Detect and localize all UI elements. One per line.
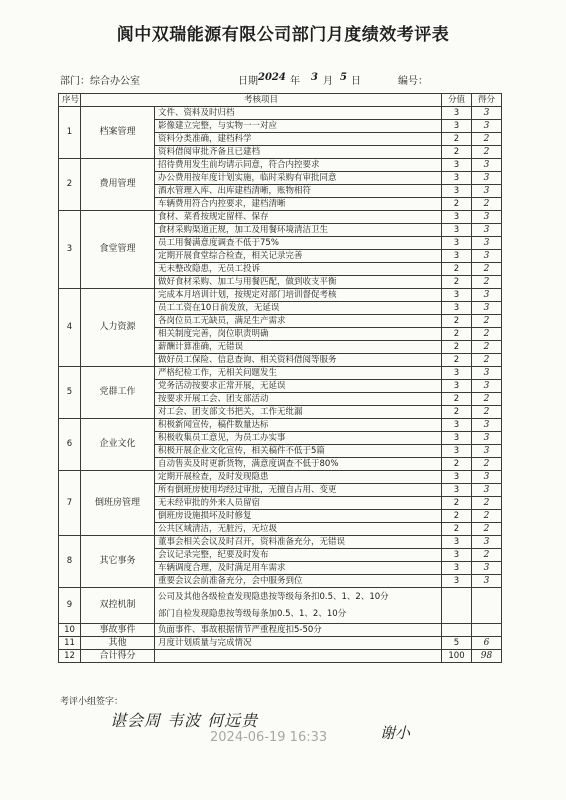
criterion-score: 2 — [472, 458, 502, 471]
criterion-points: 3 — [442, 237, 472, 250]
criterion-score: 2 — [472, 328, 502, 341]
criterion-text: 倒班房设施损坏及时修复 — [155, 510, 442, 523]
review-team-signature-label: 考评小组签字： — [60, 697, 124, 707]
criterion-points: 2 — [442, 328, 472, 341]
criterion-points: 3 — [442, 159, 472, 172]
criterion-text: 所有倒班房使用均经过审批，无擅自占用、变更 — [155, 484, 442, 497]
criterion-text: 无未经审批的外来人员留宿 — [155, 497, 442, 510]
criterion-text: 招待费用发生前均请示同意，符合内控要求 — [155, 159, 442, 172]
table-row — [59, 289, 502, 302]
date-day: 5 — [340, 72, 347, 83]
row-no: 9 — [59, 588, 81, 624]
criterion-score: 3 — [472, 471, 502, 484]
handwritten-signature-2: 谢小 — [380, 724, 411, 742]
criterion-points: 3 — [442, 120, 472, 133]
criterion-score: 3 — [472, 250, 502, 263]
criterion-points: 3 — [442, 432, 472, 445]
criterion-points: 3 — [442, 419, 472, 432]
criterion-score: 2 — [472, 341, 502, 354]
row-no: 4 — [59, 289, 81, 367]
criterion-score: 2 — [472, 198, 502, 211]
criterion-text: 严格纪检工作，无相关问题发生 — [155, 367, 442, 380]
date-month-suffix: 月 — [323, 76, 333, 87]
criterion-points: 3 — [442, 445, 472, 458]
criterion-text: 酒水管理入库、出库建档清晰，账物相符 — [155, 185, 442, 198]
criterion-points: 3 — [442, 367, 472, 380]
criterion-points: 2 — [442, 458, 472, 471]
row-category: 档案管理 — [81, 107, 155, 159]
control-points — [442, 588, 472, 624]
criterion-points: 2 — [442, 198, 472, 211]
criterion-text: 影像建立完整，与实物一一对应 — [155, 120, 442, 133]
row-no: 7 — [59, 471, 81, 536]
criterion-score: 2 — [472, 549, 502, 562]
criterion-points: 2 — [442, 354, 472, 367]
row-no: 8 — [59, 536, 81, 588]
table-row — [59, 367, 502, 380]
criterion-text: 车辆费用符合内控要求，建档清晰 — [155, 198, 442, 211]
criterion-score: 3 — [472, 107, 502, 120]
table-row — [59, 471, 502, 484]
criterion-score: 3 — [472, 302, 502, 315]
header-items: 考核项目 — [81, 94, 442, 107]
control-score — [472, 588, 502, 624]
criterion-text: 党务活动按要求正常开展，无延误 — [155, 380, 442, 393]
criterion-points: 2 — [442, 315, 472, 328]
criterion-score: 3 — [472, 120, 502, 133]
criterion-text: 自动售卖及时更新货物，满意度调查不低于80% — [155, 458, 442, 471]
row-no: 11 — [59, 637, 81, 650]
criterion-score: 3 — [472, 380, 502, 393]
row-no: 6 — [59, 419, 81, 471]
header-no: 序号 — [59, 94, 81, 107]
total-item — [155, 650, 442, 663]
criterion-points: 2 — [442, 263, 472, 276]
row-no: 1 — [59, 107, 81, 159]
criterion-points: 3 — [442, 471, 472, 484]
handwritten-signature-1: 谌会周 韦波 何远贵 — [110, 711, 259, 730]
total-score: 98 — [472, 650, 502, 663]
criterion-points: 3 — [442, 562, 472, 575]
criterion-score: 3 — [472, 445, 502, 458]
criterion-score: 2 — [472, 406, 502, 419]
criterion-text: 积极新闻宣传，稿件数量达标 — [155, 419, 442, 432]
criterion-score: 3 — [472, 237, 502, 250]
criterion-score: 3 — [472, 419, 502, 432]
criterion-text: 积极收集员工意见，为员工办实事 — [155, 432, 442, 445]
row-no: 12 — [59, 650, 81, 663]
criterion-score: 2 — [472, 393, 502, 406]
control-line1: 公司及其他各级检查发现隐患按等级每条扣0.5、1、2、10分 — [158, 591, 389, 602]
number-label: 编号： — [398, 76, 428, 87]
criterion-text: 做好员工保险、信息查询、相关资料借阅等服务 — [155, 354, 442, 367]
other-points: 5 — [442, 637, 472, 650]
criterion-text: 员工工资在10日前发放，无延误 — [155, 302, 442, 315]
criterion-score: 3 — [472, 185, 502, 198]
criterion-text: 资料借阅审批齐备且已建档 — [155, 146, 442, 159]
criterion-score: 3 — [472, 432, 502, 445]
criterion-text: 定期开展食堂综合检查，相关记录完善 — [155, 250, 442, 263]
criterion-text: 资料分类准确，建档科学 — [155, 133, 442, 146]
header-score: 得分 — [472, 94, 502, 107]
criterion-points: 2 — [442, 276, 472, 289]
criterion-text: 车辆调度合理，及时满足用车需求 — [155, 562, 442, 575]
row-category: 党群工作 — [81, 367, 155, 419]
criterion-points: 2 — [442, 523, 472, 536]
row-category: 双控机制 — [81, 588, 155, 624]
criterion-score: 2 — [472, 523, 502, 536]
criterion-score: 3 — [472, 224, 502, 237]
criterion-score: 3 — [472, 536, 502, 549]
table-row — [59, 536, 502, 549]
criterion-text: 员工用餐满意度调查不低于75% — [155, 237, 442, 250]
criterion-points: 2 — [442, 146, 472, 159]
criterion-text: 相关制度完善，岗位职责明确 — [155, 328, 442, 341]
scan-timestamp: 2024-06-19 16:33 — [210, 730, 328, 745]
table-row — [59, 107, 502, 120]
accident-item: 负面事件、事故根据情节严重程度扣5-50分 — [155, 624, 442, 637]
criterion-points: 3 — [442, 224, 472, 237]
row-category: 其他 — [81, 637, 155, 650]
control-items — [155, 588, 442, 624]
page-title: 阆中双瑞能源有限公司部门月度绩效考评表 — [116, 25, 450, 45]
criterion-points: 3 — [442, 211, 472, 224]
criterion-score: 2 — [472, 276, 502, 289]
control-row — [59, 588, 502, 624]
criterion-text: 文件、资料及时归档 — [155, 107, 442, 120]
criterion-text: 各岗位员工无缺员，满足生产需求 — [155, 315, 442, 328]
table-row — [59, 159, 502, 172]
criterion-score: 3 — [472, 367, 502, 380]
row-category: 其它事务 — [81, 536, 155, 588]
date-year-suffix: 年 — [290, 76, 300, 87]
table-row — [59, 211, 502, 224]
date-label: 日期 — [238, 76, 258, 87]
summary-body — [59, 588, 502, 663]
header-points: 分值 — [442, 94, 472, 107]
criterion-points: 3 — [442, 107, 472, 120]
criterion-points: 3 — [442, 484, 472, 497]
row-no: 2 — [59, 159, 81, 211]
criterion-text: 按要求开展工会、团支部活动 — [155, 393, 442, 406]
criterion-points: 3 — [442, 575, 472, 588]
department-label: 部门：综合办公室 — [60, 76, 140, 87]
criterion-score: 3 — [472, 289, 502, 302]
criterion-score: 2 — [472, 354, 502, 367]
criterion-points: 3 — [442, 250, 472, 263]
other-row — [59, 637, 502, 650]
other-item: 月度计划质量与完成情况 — [155, 637, 442, 650]
criterion-score: 3 — [472, 172, 502, 185]
criterion-text: 食材、菜肴按规定留样、保存 — [155, 211, 442, 224]
row-no: 10 — [59, 624, 81, 637]
table-header — [59, 94, 502, 107]
criterion-points: 3 — [442, 172, 472, 185]
row-category: 人力资源 — [81, 289, 155, 367]
criterion-points: 3 — [442, 185, 472, 198]
criterion-points: 2 — [442, 341, 472, 354]
criterion-points: 3 — [442, 302, 472, 315]
criterion-text: 会议记录完整，纪要及时发布 — [155, 549, 442, 562]
criterion-points: 2 — [442, 510, 472, 523]
criterion-score: 2 — [472, 133, 502, 146]
criterion-text: 重要会议会前准备充分，会中服务到位 — [155, 575, 442, 588]
date-year: 2024 — [258, 72, 286, 83]
criterion-points: 3 — [442, 380, 472, 393]
criterion-score: 2 — [472, 315, 502, 328]
table-row — [59, 419, 502, 432]
total-row — [59, 650, 502, 663]
criterion-text: 无未整改隐患，无员工投诉 — [155, 263, 442, 276]
criterion-text: 办公费用按年度计划实施，临时采购有审批同意 — [155, 172, 442, 185]
accident-score — [472, 624, 502, 637]
evaluation-table — [58, 93, 502, 663]
total-points: 100 — [442, 650, 472, 663]
criterion-text: 积极开展企业文化宣传，相关稿件不低于5篇 — [155, 445, 442, 458]
row-category: 事故事件 — [81, 624, 155, 637]
criterion-points: 3 — [442, 536, 472, 549]
criterion-score: 2 — [472, 510, 502, 523]
criterion-points: 2 — [442, 497, 472, 510]
criterion-score: 2 — [472, 497, 502, 510]
criterion-score: 3 — [472, 575, 502, 588]
criterion-score: 3 — [472, 484, 502, 497]
criterion-text: 定期开展检查，及时发现隐患 — [155, 471, 442, 484]
other-score: 6 — [472, 637, 502, 650]
row-category: 倒班房管理 — [81, 471, 155, 536]
row-category: 费用管理 — [81, 159, 155, 211]
criterion-text: 薪酬计算准确，无错误 — [155, 341, 442, 354]
criterion-points: 2 — [442, 406, 472, 419]
row-category: 食堂管理 — [81, 211, 155, 289]
criterion-text: 完成本月培训计划，按规定对部门培训督促考核 — [155, 289, 442, 302]
criterion-score: 2 — [472, 263, 502, 276]
criterion-text: 董事会相关会议及时召开，资料准备充分，无错误 — [155, 536, 442, 549]
row-category: 合计得分 — [81, 650, 155, 663]
criterion-points: 3 — [442, 289, 472, 302]
accident-points — [442, 624, 472, 637]
row-no: 5 — [59, 367, 81, 419]
criterion-points: 2 — [442, 393, 472, 406]
row-category: 企业文化 — [81, 419, 155, 471]
criterion-score: 3 — [472, 159, 502, 172]
date-month: 3 — [311, 72, 318, 83]
accident-row — [59, 624, 502, 637]
criterion-score: 3 — [472, 211, 502, 224]
criterion-text: 做好食材采购、加工与用餐匹配，做到收支平衡 — [155, 276, 442, 289]
criterion-text: 食材采购渠道正规，加工及用餐环境清洁卫生 — [155, 224, 442, 237]
criterion-score: 2 — [472, 146, 502, 159]
criterion-points: 3 — [442, 549, 472, 562]
criterion-text: 对工会、团支部文书把关，工作无纰漏 — [155, 406, 442, 419]
criterion-text: 公共区域清洁，无脏污，无垃圾 — [155, 523, 442, 536]
criterion-points: 2 — [442, 133, 472, 146]
control-line2: 部门自检发现隐患按等级每条加0.5、1、2、10分 — [158, 608, 347, 619]
row-no: 3 — [59, 211, 81, 289]
date-day-suffix: 日 — [351, 76, 361, 87]
meta-row — [0, 72, 566, 88]
criterion-score: 3 — [472, 562, 502, 575]
sections-body — [59, 107, 502, 588]
